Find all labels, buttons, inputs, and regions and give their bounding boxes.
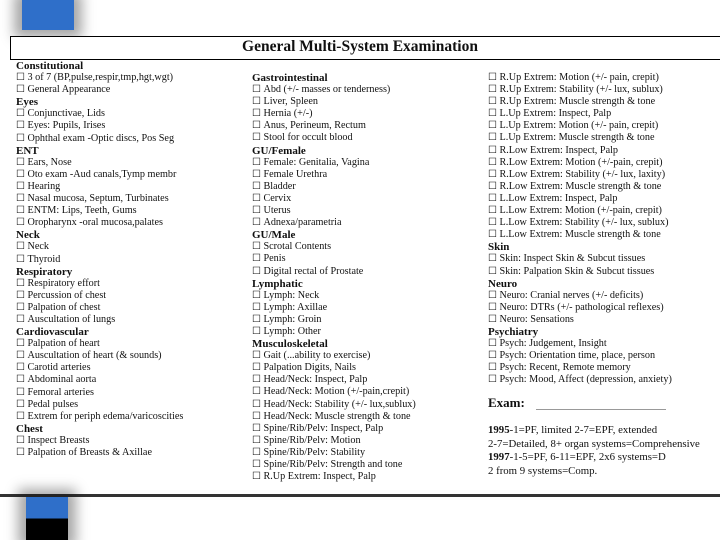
checklist-item[interactable]: ☐ Neuro: Sensations xyxy=(488,314,672,326)
checklist-item[interactable]: ☐ R.Up Extrem: Motion (+/- pain, crepit) xyxy=(488,72,672,84)
checklist-item[interactable]: ☐ Percussion of chest xyxy=(16,290,183,302)
checklist-item[interactable]: ☐ Thyroid xyxy=(16,254,183,266)
note-line xyxy=(488,424,700,438)
section-heading: Gastrointestinal xyxy=(252,72,328,84)
note-year: 1995 xyxy=(488,424,510,436)
checklist-item[interactable]: ☐ Lymph: Groin xyxy=(252,314,416,326)
section-heading: Respiratory xyxy=(16,265,73,278)
checklist-item[interactable]: ☐ R.Low Extrem: Inspect, Palp xyxy=(488,145,672,157)
note-year: 1997 xyxy=(488,451,510,463)
checklist-item[interactable]: ☐ Head/Neck: Muscle strength & tone xyxy=(252,411,416,423)
checklist-item[interactable]: ☐ Lymph: Neck xyxy=(252,290,416,302)
checklist-item[interactable]: ☐ Ophthal exam -Optic discs, Pos Seg xyxy=(16,133,183,145)
checklist-item[interactable]: ☐ Femoral arteries xyxy=(16,387,183,399)
checklist-item[interactable]: ☐ Gait (...ability to exercise) xyxy=(252,350,416,362)
slide-bottom-bar xyxy=(0,494,720,497)
checklist-item[interactable]: ☐ Head/Neck: Motion (+/-pain,crepit) xyxy=(252,386,416,398)
checklist-item[interactable]: ☐ ENTM: Lips, Teeth, Gums xyxy=(16,205,183,217)
checklist-item[interactable]: ☐ General Appearance xyxy=(16,84,183,96)
checklist-item[interactable]: ☐ Oto exam -Aud canals,Tymp membr xyxy=(16,169,183,181)
scoring-notes xyxy=(488,424,700,478)
slide-decoration-bottom xyxy=(26,497,68,540)
page-title: General Multi-System Examination xyxy=(242,38,478,55)
section-heading: Chest xyxy=(16,422,43,435)
checklist-item[interactable]: ☐ Carotid arteries xyxy=(16,362,183,374)
checklist-item[interactable]: ☐ 3 of 7 (BP,pulse,respir,tmp,hgt,wgt) xyxy=(16,72,183,84)
checklist-item[interactable]: ☐ Spine/Rib/Pelv: Stability xyxy=(252,447,416,459)
note-text: -1-5=PF, 6-11=EPF, 2x6 systems=D xyxy=(509,451,666,463)
section-heading: GU/Male xyxy=(252,229,296,242)
exam-column-2 xyxy=(252,72,416,483)
checklist-item[interactable]: ☐ Extrem for periph edema/varicoscities xyxy=(16,411,183,423)
checklist-item[interactable]: ☐ Psych: Mood, Affect (depression, anxiety) xyxy=(488,374,672,386)
checklist-item[interactable]: ☐ Conjunctivae, Lids xyxy=(16,108,183,120)
checklist-item[interactable]: ☐ Ears, Nose xyxy=(16,157,183,169)
checklist-item[interactable]: ☐ Palpation of heart xyxy=(16,338,183,350)
note-line xyxy=(488,451,700,465)
section-heading: Constitutional xyxy=(16,60,84,72)
checklist-item[interactable]: ☐ Pedal pulses xyxy=(16,399,183,411)
checklist-item[interactable]: ☐ Anus, Perineum, Rectum xyxy=(252,120,416,132)
checklist-item[interactable]: ☐ Abd (+/- masses or tenderness) xyxy=(252,84,416,96)
checklist-item[interactable]: ☐ Palpation of Breasts & Axillae xyxy=(16,447,183,459)
checklist-item[interactable]: ☐ L.Up Extrem: Inspect, Palp xyxy=(488,108,672,120)
checklist-item[interactable]: ☐ Hernia (+/-) xyxy=(252,108,416,120)
section-heading: Neck xyxy=(16,229,40,242)
checklist-item[interactable]: ☐ Female Urethra xyxy=(252,169,416,181)
slide-decoration-top xyxy=(22,0,74,30)
checklist-item[interactable]: ☐ Digital rectal of Prostate xyxy=(252,266,416,278)
note-line xyxy=(488,465,700,479)
checklist-item[interactable]: ☐ Oropharynx -oral mucosa,palates xyxy=(16,217,183,229)
section-heading: Musculoskeletal xyxy=(252,338,328,351)
checklist-item[interactable]: ☐ L.Up Extrem: Muscle strength & tone xyxy=(488,132,672,144)
section-heading: Psychiatry xyxy=(488,325,539,338)
note-line xyxy=(488,438,700,452)
checklist-item[interactable]: ☐ Auscultation of heart (& sounds) xyxy=(16,350,183,362)
checklist-item[interactable]: ☐ Respiratory effort xyxy=(16,278,183,290)
checklist-item[interactable]: ☐ L.Low Extrem: Inspect, Palp xyxy=(488,193,672,205)
checklist-item[interactable]: ☐ Skin: Palpation Skin & Subcut tissues xyxy=(488,266,672,278)
checklist-item[interactable]: ☐ Bladder xyxy=(252,181,416,193)
section-heading: Cardiovascular xyxy=(16,326,89,339)
checklist-item[interactable]: ☐ R.Up Extrem: Inspect, Palp xyxy=(252,471,416,483)
checklist-item[interactable]: ☐ L.Up Extrem: Motion (+/- pain, crepit) xyxy=(488,120,672,132)
checklist-item[interactable]: ☐ L.Low Extrem: Stability (+/- lux, sublux) xyxy=(488,217,672,229)
note-text: 2 from 9 systems=Comp. xyxy=(488,464,598,477)
checklist-item[interactable]: ☐ Lymph: Other xyxy=(252,326,416,338)
checklist-item[interactable]: ☐ Liver, Spleen xyxy=(252,96,416,108)
checklist-item[interactable]: ☐ Head/Neck: Stability (+/- lux,sublux) xyxy=(252,399,416,411)
checklist-item[interactable]: ☐ R.Low Extrem: Stability (+/- lux, laxity) xyxy=(488,169,672,181)
note-text: 2-7=Detailed, 8+ organ systems=Comprehensive xyxy=(488,437,700,450)
checklist-item[interactable]: ☐ Adnexa/parametria xyxy=(252,217,416,229)
checklist-item[interactable]: ☐ Psych: Recent, Remote memory xyxy=(488,362,672,374)
section-heading: Eyes xyxy=(16,96,38,109)
section-heading: ENT xyxy=(16,144,39,157)
checklist-item[interactable]: ☐ R.Low Extrem: Motion (+/-pain, crepit) xyxy=(488,157,672,169)
checklist-item[interactable]: ☐ Eyes: Pupils, Irises xyxy=(16,120,183,132)
checklist-item[interactable]: ☐ R.Low Extrem: Muscle strength & tone xyxy=(488,181,672,193)
checklist-item[interactable]: ☐ Skin: Inspect Skin & Subcut tissues xyxy=(488,253,672,265)
checklist-item[interactable]: ☐ Hearing xyxy=(16,181,183,193)
exam-input-line[interactable] xyxy=(536,409,666,410)
checklist-item[interactable]: ☐ Palpation Digits, Nails xyxy=(252,362,416,374)
exam-column-1 xyxy=(16,60,183,459)
checklist-item[interactable]: ☐ Psych: Orientation time, place, person xyxy=(488,350,672,362)
checklist-item[interactable]: ☐ Cervix xyxy=(252,193,416,205)
checklist-item[interactable]: ☐ Palpation of chest xyxy=(16,302,183,314)
checklist-item[interactable]: ☐ Stool for occult blood xyxy=(252,132,416,144)
checklist-item[interactable]: ☐ Abdominal aorta xyxy=(16,374,183,386)
checklist-item[interactable]: ☐ Neuro: DTRs (+/- pathological reflexes) xyxy=(488,302,672,314)
checklist-item[interactable]: ☐ Penis xyxy=(252,253,416,265)
note-text: -1=PF, limited 2-7=EPF, extended xyxy=(509,424,658,436)
section-heading: Lymphatic xyxy=(252,277,303,290)
checklist-item[interactable]: ☐ Spine/Rib/Pelv: Motion xyxy=(252,435,416,447)
checklist-item[interactable]: ☐ R.Up Extrem: Stability (+/- lux, sublux) xyxy=(488,84,672,96)
checklist-item[interactable]: ☐ Neuro: Cranial nerves (+/- deficits) xyxy=(488,290,672,302)
checklist-item[interactable]: ☐ R.Up Extrem: Muscle strength & tone xyxy=(488,96,672,108)
exam-label: Exam: xyxy=(488,395,525,410)
checklist-item[interactable]: ☐ Inspect Breasts xyxy=(16,435,183,447)
section-heading: Skin xyxy=(488,241,510,254)
exam-column-3 xyxy=(488,72,672,386)
checklist-item[interactable]: ☐ Head/Neck: Inspect, Palp xyxy=(252,374,416,386)
checklist-item[interactable]: ☐ Nasal mucosa, Septum, Turbinates xyxy=(16,193,183,205)
checklist-item[interactable]: ☐ Lymph: Axillae xyxy=(252,302,416,314)
section-heading: GU/Female xyxy=(252,144,306,157)
checklist-item[interactable]: ☐ L.Low Extrem: Motion (+/-pain, crepit) xyxy=(488,205,672,217)
checklist-item[interactable]: ☐ Spine/Rib/Pelv: Inspect, Palp xyxy=(252,423,416,435)
checklist-item[interactable]: ☐ L.Low Extrem: Muscle strength & tone xyxy=(488,229,672,241)
checklist-item[interactable]: ☐ Uterus xyxy=(252,205,416,217)
checklist-item[interactable]: ☐ Scrotal Contents xyxy=(252,241,416,253)
checklist-item[interactable]: ☐ Spine/Rib/Pelv: Strength and tone xyxy=(252,459,416,471)
checklist-item[interactable]: ☐ Auscultation of lungs xyxy=(16,314,183,326)
section-heading: Neuro xyxy=(488,277,518,290)
checklist-item[interactable]: ☐ Neck xyxy=(16,241,183,253)
checklist-item[interactable]: ☐ Female: Genitalia, Vagina xyxy=(252,157,416,169)
checklist-item[interactable]: ☐ Psych: Judgement, Insight xyxy=(488,338,672,350)
